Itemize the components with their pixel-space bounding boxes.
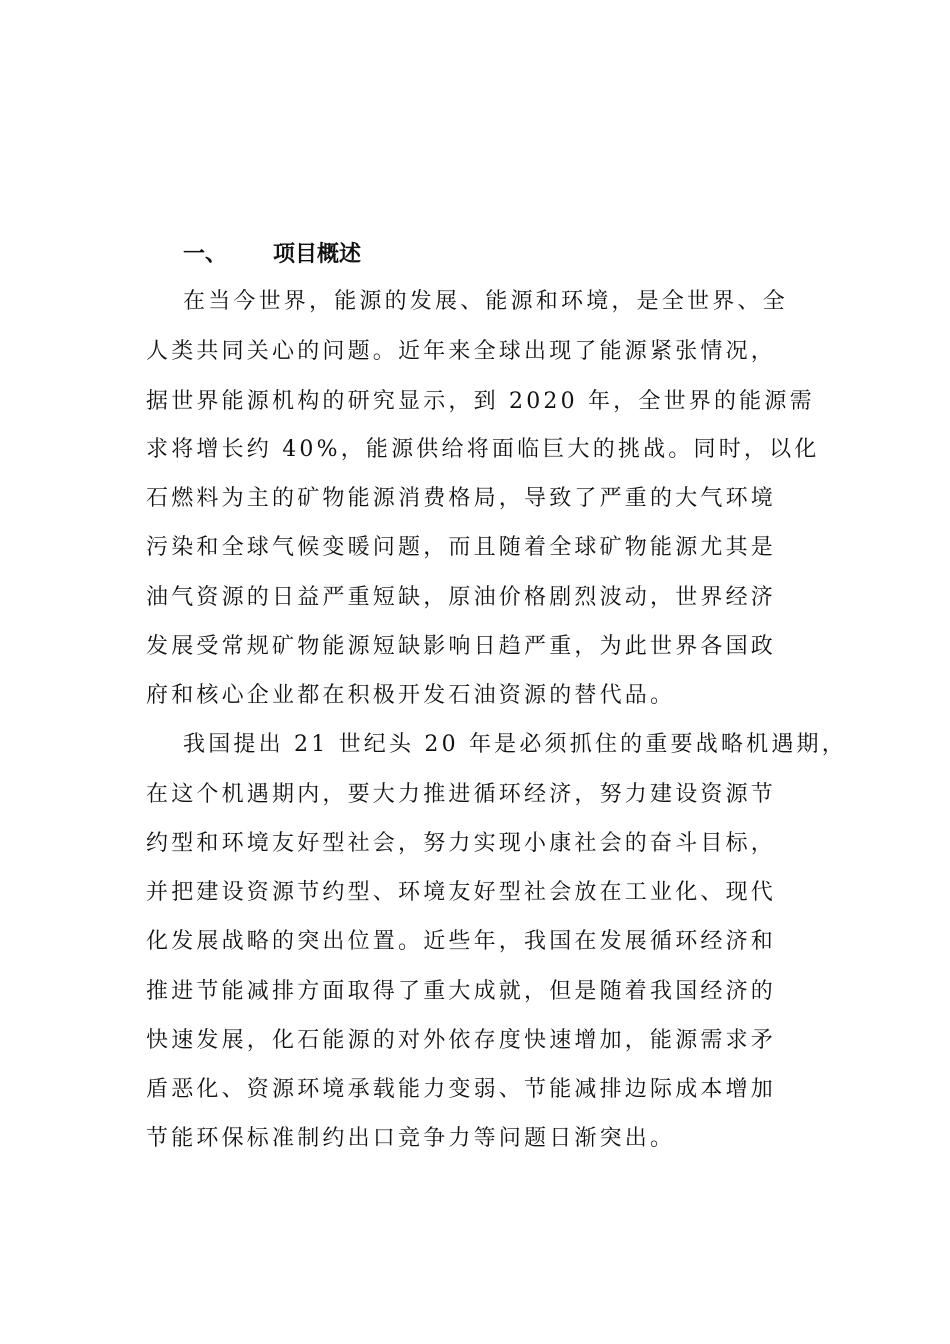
paragraph-line: 推进节能减排方面取得了重大成就，但是随着我国经济的	[146, 979, 777, 1004]
section-title: 项目概述	[273, 240, 362, 267]
paragraph-line: 在这个机遇期内，要大力推进循环经济，努力建设资源节	[146, 782, 777, 807]
paragraph-line: 求将增长约 40%，能源供给将面临巨大的挑战。同时，以化	[146, 437, 820, 462]
paragraph-line: 并把建设资源节约型、环境友好型社会放在工业化、现代	[146, 880, 777, 905]
section-number: 一、	[183, 240, 228, 267]
paragraph-line: 污染和全球气候变暖问题，而且随着全球矿物能源尤其是	[146, 535, 777, 560]
paragraph-line: 据世界能源机构的研究显示，到 2020 年，全世界的能源需	[146, 389, 815, 414]
paragraph-line: 在当今世界，能源的发展、能源和环境，是全世界、全	[183, 289, 788, 314]
paragraph-line: 府和核心企业都在积极开发石油资源的替代品。	[146, 683, 676, 708]
paragraph-line: 发展受常规矿物能源短缺影响日趋严重，为此世界各国政	[146, 634, 777, 659]
paragraph-line: 油气资源的日益严重短缺，原油价格剧烈波动，世界经济	[146, 585, 777, 610]
paragraph-line: 人类共同关心的问题。近年来全球出现了能源紧张情况，	[146, 339, 777, 364]
section-heading	[183, 232, 361, 272]
paragraph-line: 我国提出 21 世纪头 20 年是必须抓住的重要战略机遇期，	[183, 732, 847, 757]
paragraph-line: 盾恶化、资源环境承载能力变弱、节能减排边际成本增加	[146, 1077, 777, 1102]
paragraph-line: 约型和环境友好型社会，努力实现小康社会的奋斗目标，	[146, 831, 777, 856]
paragraph-line: 节能环保标准制约出口竞争力等问题日渐突出。	[146, 1126, 676, 1151]
paragraph-line: 快速发展，化石能源的对外依存度快速增加，能源需求矛	[146, 1028, 777, 1053]
paragraph-line: 化发展战略的突出位置。近些年，我国在发展循环经济和	[146, 929, 777, 954]
paragraph-line: 石燃料为主的矿物能源消费格局，导致了严重的大气环境	[146, 486, 777, 511]
